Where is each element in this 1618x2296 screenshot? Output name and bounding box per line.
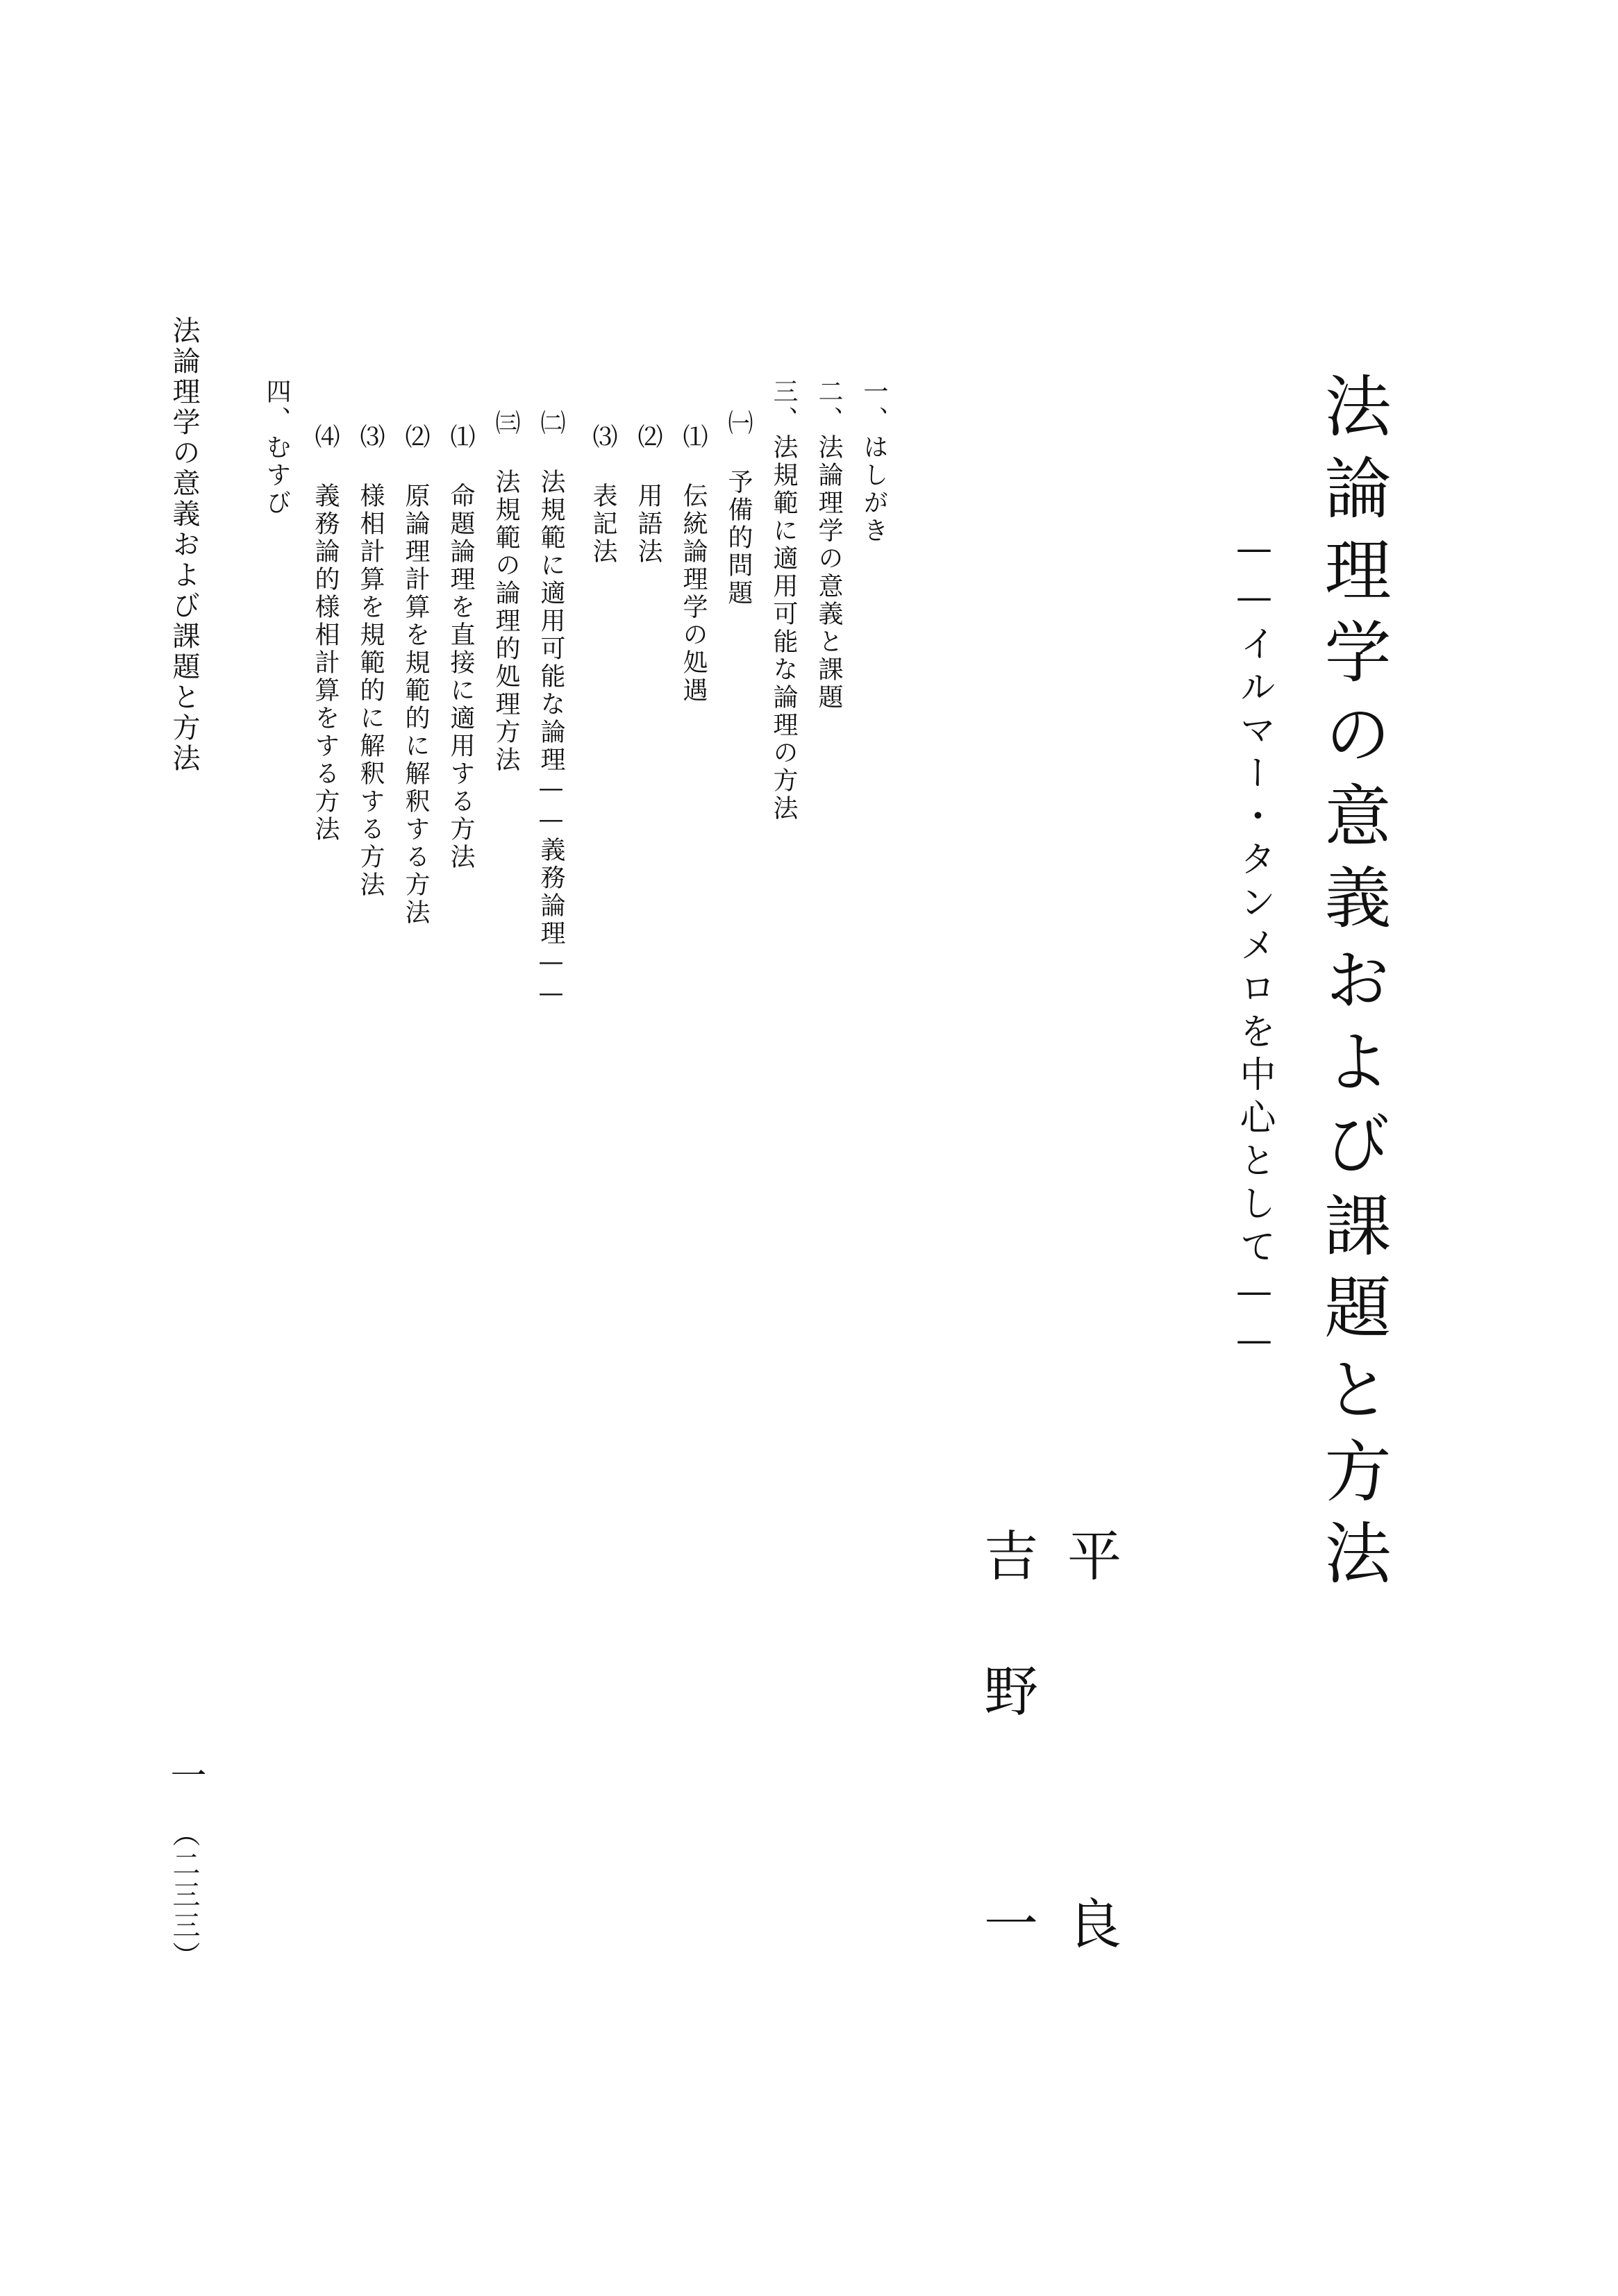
page-number-paren: （二三三） xyxy=(168,1819,200,1972)
author-family-2: 吉 xyxy=(975,1527,1037,1582)
toc-item: ⑴ 伝統論理学の処遇 xyxy=(679,424,708,705)
article-title: 法論理学の意義および課題と方法 xyxy=(1314,371,1392,1600)
toc-item: ㈢ 法規範の論理的処理方法 xyxy=(492,410,520,774)
toc-item: ⑶ 表記法 xyxy=(589,424,617,566)
toc-item: ⑵ 用語法 xyxy=(634,424,662,566)
toc-item: ⑷ 義務論的様相計算をする方法 xyxy=(311,424,340,844)
toc-item: ㈡ 法規範に適用可能な論理——義務論理—— xyxy=(537,410,565,1010)
author-family-1: 平 xyxy=(1058,1527,1121,1582)
running-title: 法論理学の意義および課題と方法 xyxy=(168,316,200,774)
author-middle-2: 野 xyxy=(975,1663,1037,1717)
toc-item: 三、法規範に適用可能な論理の方法 xyxy=(769,378,798,823)
toc-item: 二、法論理学の意義と課題 xyxy=(815,378,843,712)
author-given-2: 一 xyxy=(975,1895,1037,1950)
page-number: 一 xyxy=(164,1757,206,1793)
toc-item: ⑶ 様相計算を規範的に解釈する方法 xyxy=(356,424,385,899)
author-given-1: 良 xyxy=(1058,1895,1121,1950)
toc-item: ㈠ 予備的問題 xyxy=(724,410,753,607)
toc-item: 四、むすび xyxy=(262,378,291,517)
toc-item: ⑴ 命題論理を直接に適用する方法 xyxy=(447,424,475,871)
article-subtitle: ——イルマー・タンメロを中心として—— xyxy=(1233,528,1275,1368)
toc-item: ⑵ 原論理計算を規範的に解釈する方法 xyxy=(401,424,430,927)
toc-item: 一、はしがき xyxy=(860,378,888,545)
